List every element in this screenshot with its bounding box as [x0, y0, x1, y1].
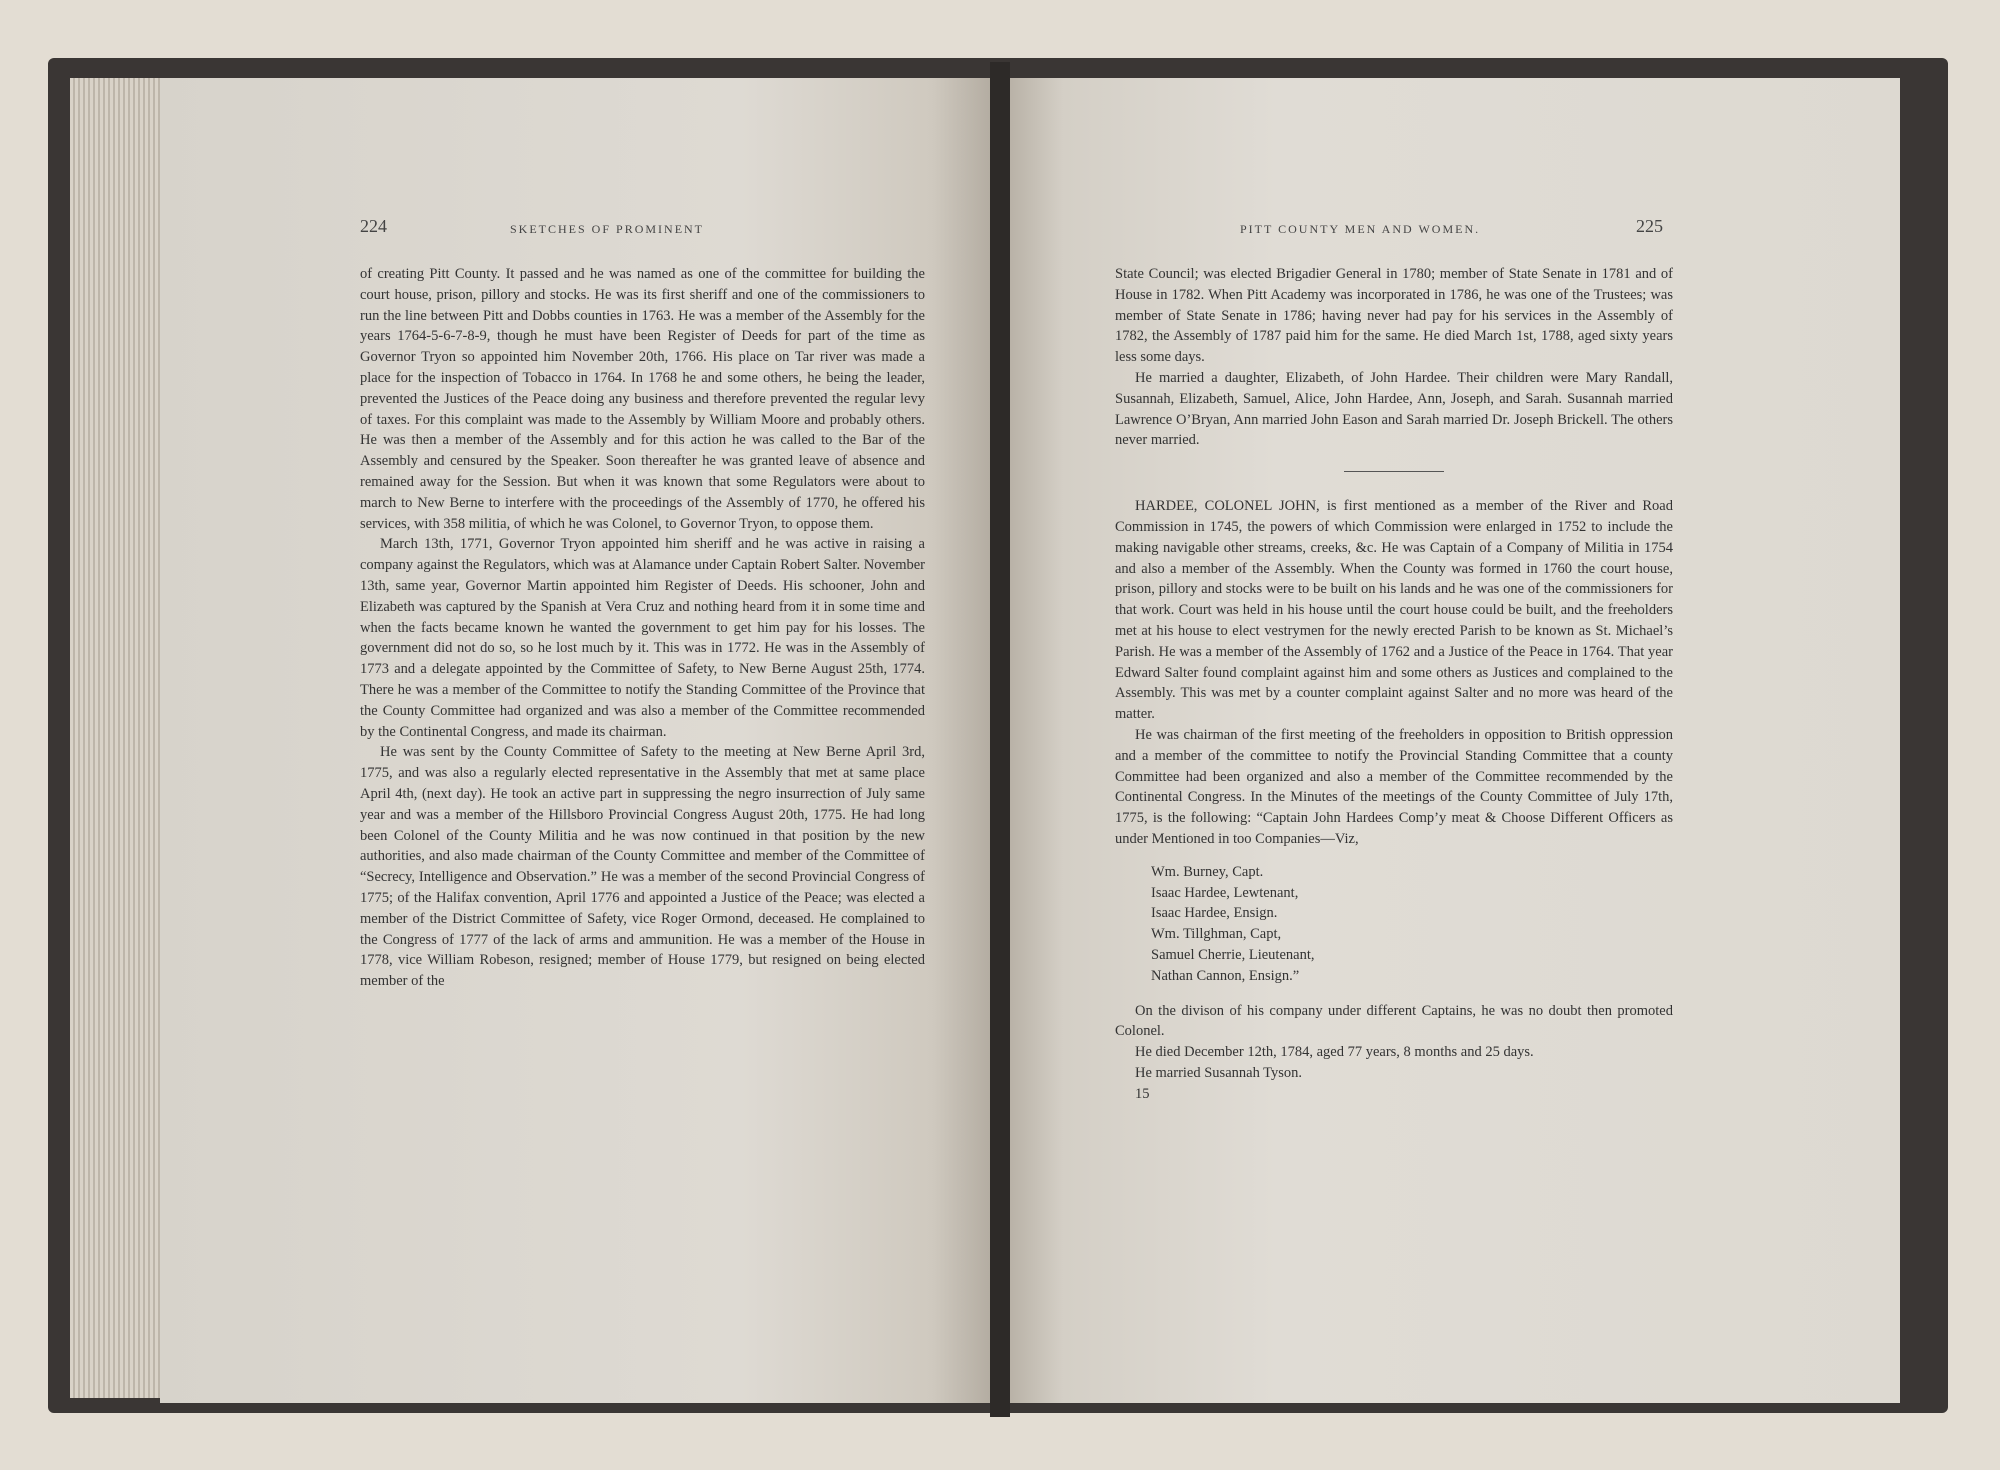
- left-page-body: [360, 264, 925, 992]
- section-divider: [1344, 471, 1444, 472]
- signature-mark: 15: [1135, 1085, 1150, 1102]
- closing-paragraph: He married Susannah Tyson.: [1135, 1064, 1303, 1081]
- paragraph: March 13th, 1771, Governor Tryon appointed him sheriff and he was active in raising a company against the Regulators, which was at Alamance under Captain Robert Salter. November 13th, same year, Governor Martin appointed him Register of Deeds. His schooner, John and Elizabeth was captured by the Spanish at Vera Cruz and nothing heard from it in some time and when the facts became known he wanted the government to get him pay for his losses. The government did not do so, so he lost much by it. This was in 1772. He was in the Assembly of 1773 and a delegate appointed by the Committee of Safety, to New Berne August 25th, 1774. There he was a member of the Committee to notify the Standing Committee of the Province that the County Committee had organized and was also a member of the Committee recommended by the Continental Congress, and made its chairman.: [360, 536, 925, 740]
- paragraph: of creating Pitt County. It passed and he was named as one of the committee for building the court house, prison, pillory and stocks. He was its first sheriff and one of the commissioners to run the line between Pitt and Dobbs counties in 1763. He was a member of the Assembly for the years 1764-5-6-7-8-9, though he must have been Register of Deeds for part of the time as Governor Tryon so appointed him November 20th, 1766. His place on Tar river was made a place for the inspection of Tobacco in 1764. In 1768 he and some others, he being the leader, prevented the Justices of the Peace doing any business and therefore prevented the regular levy of taxes. For this complaint was made to the Assembly by William Moore and probably others. He was then a member of the Assembly and for this action he was called to the Bar of the Assembly and censured by the Speaker. Soon thereafter he was granted leave of absence and remained away for the Session. But when it was known that some Regulators were about to march to New Berne to interfere with the proceedings of the Assembly of 1770, he offered his services, with 358 militia, of which he was Colonel, to Governor Tryon, to oppose them.: [360, 266, 925, 532]
- roll-entry: Nathan Cannon, Ensign.”: [1151, 967, 1300, 984]
- officer-roll: [1151, 862, 1673, 987]
- entry-paragraph: HARDEE, COLONEL JOHN, is first mentioned as a member of the River and Road Commission in 1745, the powers of which Commission were enlarged in 1752 to include the making navigable other streams, creeks, &c. He was Captain of a Company of Militia in 1754 and also a member of the Assembly. When the County was formed in 1760 the court house, prison, pillory and stocks were to be built on his lands and he was one of the commissioners for that work. Court was held in his house until the court house could be built, and the freeholders met at his house to elect vestrymen for the newly erected Parish to be known as St. Michael’s Parish. He was a member of the Assembly of 1762 and a Justice of the Peace in 1764. That year Edward Salter found complaint against him and some others as Justices and complained to the Assembly. This was met by a counter complaint against Salter and no more was heard of the matter.: [1115, 498, 1673, 723]
- right-page-body: [1115, 264, 1673, 1104]
- roll-entry: Isaac Hardee, Lewtenant,: [1151, 884, 1299, 901]
- book-spine: [990, 62, 1010, 1417]
- left-running-head: SKETCHES OF PROMINENT: [510, 222, 705, 236]
- entry-paragraph: He was chairman of the first meeting of the freeholders in opposition to British oppression and a member of the committee to notify the Provincial Standing Committee that a county Committee had been organized and also a member of the Committee recommended by the Continental Congress. In the Minutes of the meetings of the County Committee of July 17th, 1775, is the following: “Captain John Hardees Comp’y meat & Choose Different Officers as under Mentioned in too Companies—Viz,: [1115, 726, 1673, 847]
- paragraph: State Council; was elected Brigadier General in 1780; member of State Senate in 1781 and of House in 1782. When Pitt Academy was incorporated in 1786, he was one of the Trustees; was member of State Senate in 1786; having never had pay for his services in the Assembly of 1782, the Assembly of 1787 paid him for the same. He died March 1st, 1788, aged sixty years less some days.: [1115, 266, 1673, 366]
- roll-entry: Isaac Hardee, Ensign.: [1151, 905, 1278, 922]
- left-page-number: 224: [360, 216, 387, 236]
- page-block-edge: [70, 78, 170, 1398]
- roll-entry: Wm. Tillghman, Capt,: [1151, 926, 1282, 943]
- paragraph: He married a daughter, Elizabeth, of John Hardee. Their children were Mary Randall, Susannah, Elizabeth, Samuel, Alice, John Hardee, Ann, Joseph, and Sarah. Susannah married Lawrence O’Bryan, Ann married John Eason and Sarah married Dr. Joseph Brickell. The others never married.: [1115, 369, 1673, 449]
- paragraph: He was sent by the County Committee of Safety to the meeting at New Berne April 3rd, 1775, and was also a regularly elected representative in the Assembly that met at same place April 4th, (next day). He took an active part in suppressing the negro insurrection of July same year and was a member of the Hillsboro Provincial Congress August 20th, 1775. He had long been Colonel of the County Militia and he was now continued in that position by the new authorities, and also made chairman of the County Committee and member of the Committee of “Secrecy, Intelligence and Observation.” He was a member of the second Provincial Congress of 1775; of the Halifax convention, April 1776 and appointed a Justice of the Peace; was elected a member of the District Committee of Safety, vice Roger Ormond, deceased. He complained to the Congress of 1777 of the lack of arms and ammunition. He was a member of the House in 1778, vice William Robeson, resigned; member of House 1779, but resigned on being elected member of the: [360, 744, 925, 990]
- closing-paragraph: On the divison of his company under different Captains, he was no doubt then promoted Colonel.: [1115, 1002, 1673, 1040]
- roll-entry: Samuel Cherrie, Lieutenant,: [1151, 946, 1315, 963]
- right-page-number: 225: [1636, 216, 1663, 236]
- roll-entry: Wm. Burney, Capt.: [1151, 863, 1264, 880]
- right-running-head: PITT COUNTY MEN AND WOMEN.: [1240, 222, 1481, 236]
- closing-paragraph: He died December 12th, 1784, aged 77 years, 8 months and 25 days.: [1135, 1044, 1534, 1061]
